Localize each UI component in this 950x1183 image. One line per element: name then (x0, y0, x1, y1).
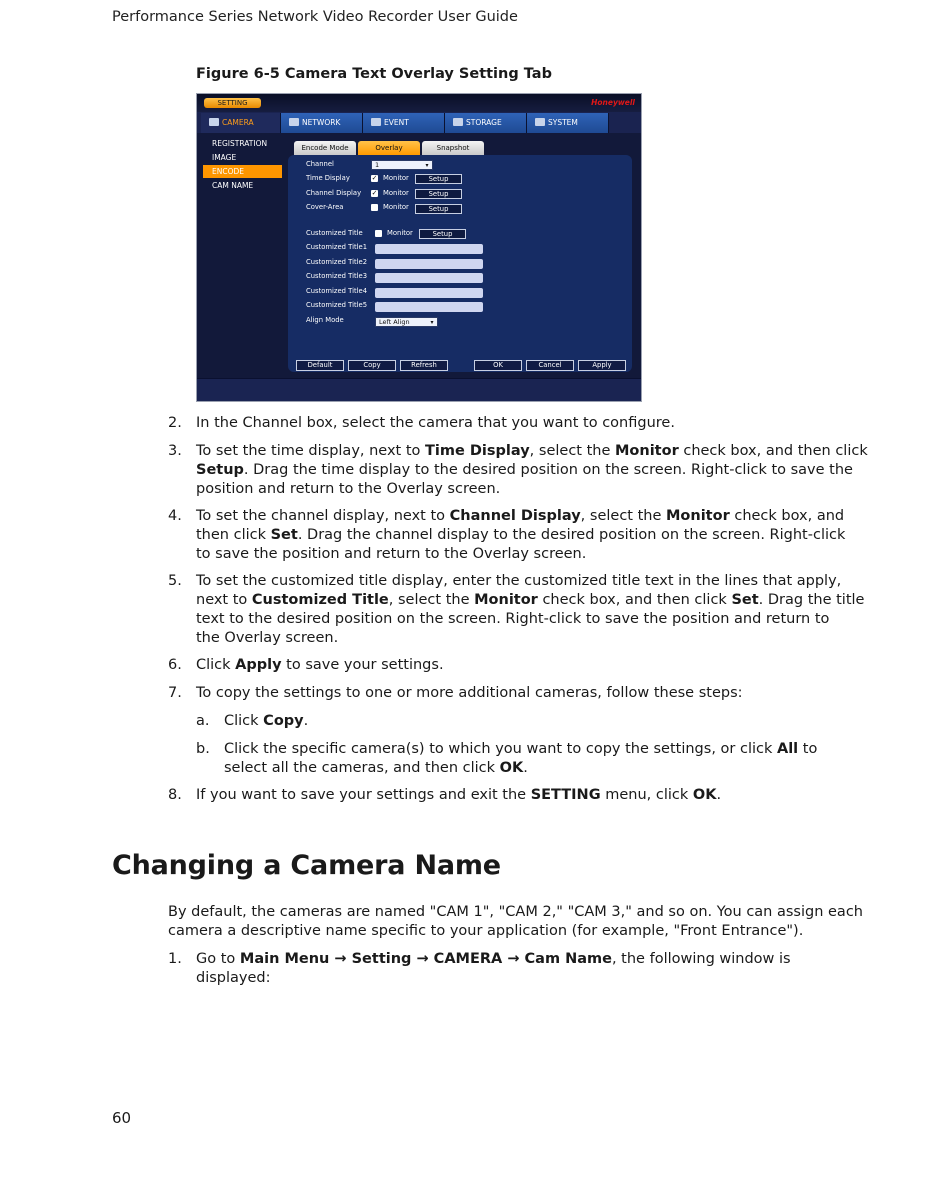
substep-letter: b. (196, 741, 210, 757)
customized-title3-label: Customized Title3 (306, 272, 368, 280)
tab-storage: STORAGE (445, 113, 527, 133)
step-text: displayed: (196, 970, 271, 986)
copy-button: Copy (348, 360, 396, 371)
arrow-right-icon: → (329, 951, 352, 967)
cover-area-checkbox (371, 204, 378, 211)
step-text: Go to Main Menu → Setting → CAMERA → Cam Name, the following window is (196, 951, 791, 967)
storage-icon (453, 118, 463, 126)
customized-title2-input (375, 259, 483, 269)
ok-button: OK (474, 360, 522, 371)
intro-text: By default, the cameras are named "CAM 1", "CAM 2," "CAM 3," and so on. You can assign each (168, 904, 863, 920)
step-text: Setup. Drag the time display to the desired position on the screen. Right-click to save the (196, 462, 853, 478)
sidebar-item-image: IMAGE (212, 153, 237, 162)
monitor-label: Monitor (383, 203, 409, 211)
camera-icon (209, 118, 219, 126)
status-bar (197, 378, 641, 402)
cover-area-setup-button: Setup (415, 204, 462, 214)
arrow-right-icon: → (502, 951, 525, 967)
chevron-down-icon: ▾ (425, 162, 429, 169)
customized-title5-label: Customized Title5 (306, 301, 368, 309)
step-number: 1. (168, 951, 182, 967)
customized-title1-input (375, 244, 483, 254)
step-number: 5. (168, 573, 182, 589)
substep-letter: a. (196, 713, 210, 729)
arrow-right-icon: → (411, 951, 434, 967)
step-number: 6. (168, 657, 182, 673)
figure-caption: Figure 6-5 Camera Text Overlay Setting Tab (196, 66, 552, 82)
align-mode-select: Left Align ▾ (375, 317, 438, 327)
step-text: To set the customized title display, enter the customized title text in the lines that apply, (196, 573, 842, 589)
substep-text: Click Copy. (224, 713, 309, 729)
step-number: 4. (168, 508, 182, 524)
monitor-label: Monitor (383, 174, 409, 182)
time-display-checkbox: ✓ (371, 174, 378, 182)
channel-display-setup-button: Setup (415, 189, 462, 199)
main-tabs (197, 112, 641, 133)
customized-title5-input (375, 302, 483, 312)
time-display-setup-button: Setup (415, 174, 462, 184)
event-icon (371, 118, 381, 126)
page-number: 60 (112, 1109, 132, 1127)
refresh-button: Refresh (400, 360, 448, 371)
customized-title-checkbox (375, 230, 382, 237)
chevron-down-icon: ▾ (430, 319, 434, 326)
default-button: Default (296, 360, 344, 371)
running-head: Performance Series Network Video Recorder User Guide (112, 9, 518, 25)
step-text: to save the position and return to the Overlay screen. (196, 546, 587, 562)
step-text: In the Channel box, select the camera that you want to configure. (196, 415, 675, 431)
channel-display-checkbox: ✓ (371, 189, 378, 197)
step-text: then click Set. Drag the channel display to the desired position on the screen. Right-click (196, 527, 846, 543)
tab-event: EVENT (363, 113, 445, 133)
brand-logo: Honeywell (591, 98, 635, 107)
substep-text: select all the cameras, and then click OK. (224, 760, 528, 776)
step-text: the Overlay screen. (196, 630, 339, 646)
customized-title4-input (375, 288, 483, 298)
substep-text: Click the specific camera(s) to which you want to copy the settings, or click All to (224, 741, 818, 757)
align-mode-label: Align Mode (306, 316, 344, 324)
channel-label: Channel (306, 160, 334, 168)
intro-text: camera a descriptive name specific to your application (for example, "Front Entrance"). (168, 923, 804, 939)
tab-camera: CAMERA (201, 113, 281, 133)
subtab-snapshot: Snapshot (422, 141, 484, 155)
system-icon (535, 118, 545, 126)
channel-select: 1 ▾ (371, 160, 433, 170)
title-bar (197, 94, 641, 112)
customized-title-label: Customized Title (306, 229, 363, 237)
step-text: To copy the settings to one or more additional cameras, follow these steps: (196, 685, 743, 701)
setting-button: SETTING (204, 98, 261, 108)
step-text: text to the desired position on the screen. Right-click to save the position and return to (196, 611, 830, 627)
channel-display-label: Channel Display (306, 189, 362, 197)
customized-title2-label: Customized Title2 (306, 258, 368, 266)
step-text: If you want to save your settings and exit the SETTING menu, click OK. (196, 787, 722, 803)
apply-button: Apply (578, 360, 626, 371)
cover-area-label: Cover-Area (306, 203, 344, 211)
customized-title1-label: Customized Title1 (306, 243, 368, 251)
step-number: 3. (168, 443, 182, 459)
sidebar (197, 133, 287, 373)
tab-system: SYSTEM (527, 113, 609, 133)
customized-title4-label: Customized Title4 (306, 287, 368, 295)
step-text: To set the channel display, next to Channel Display, select the Monitor check box, and (196, 508, 845, 524)
tab-network: NETWORK (281, 113, 363, 133)
customized-title3-input (375, 273, 483, 283)
step-text: next to Customized Title, select the Monitor check box, and then click Set. Drag the title (196, 592, 865, 608)
step-number: 8. (168, 787, 182, 803)
monitor-label: Monitor (383, 189, 409, 197)
step-text: position and return to the Overlay screen. (196, 481, 501, 497)
subtab-encode-mode: Encode Mode (294, 141, 356, 155)
sidebar-item-cam-name: CAM NAME (212, 181, 254, 190)
sidebar-item-registration: REGISTRATION (212, 139, 268, 148)
monitor-label: Monitor (387, 229, 413, 237)
step-number: 2. (168, 415, 182, 431)
step-text: To set the time display, next to Time Display, select the Monitor check box, and then click (196, 443, 868, 459)
time-display-label: Time Display (306, 174, 350, 182)
sidebar-item-encode: ENCODE (203, 165, 282, 178)
cancel-button: Cancel (526, 360, 574, 371)
customized-title-setup-button: Setup (419, 229, 466, 239)
step-number: 7. (168, 685, 182, 701)
network-icon (289, 118, 299, 126)
overlay-setting-screenshot (196, 93, 642, 402)
section-heading: Changing a Camera Name (112, 850, 501, 881)
subtab-overlay: Overlay (358, 141, 420, 155)
step-text: Click Apply to save your settings. (196, 657, 444, 673)
